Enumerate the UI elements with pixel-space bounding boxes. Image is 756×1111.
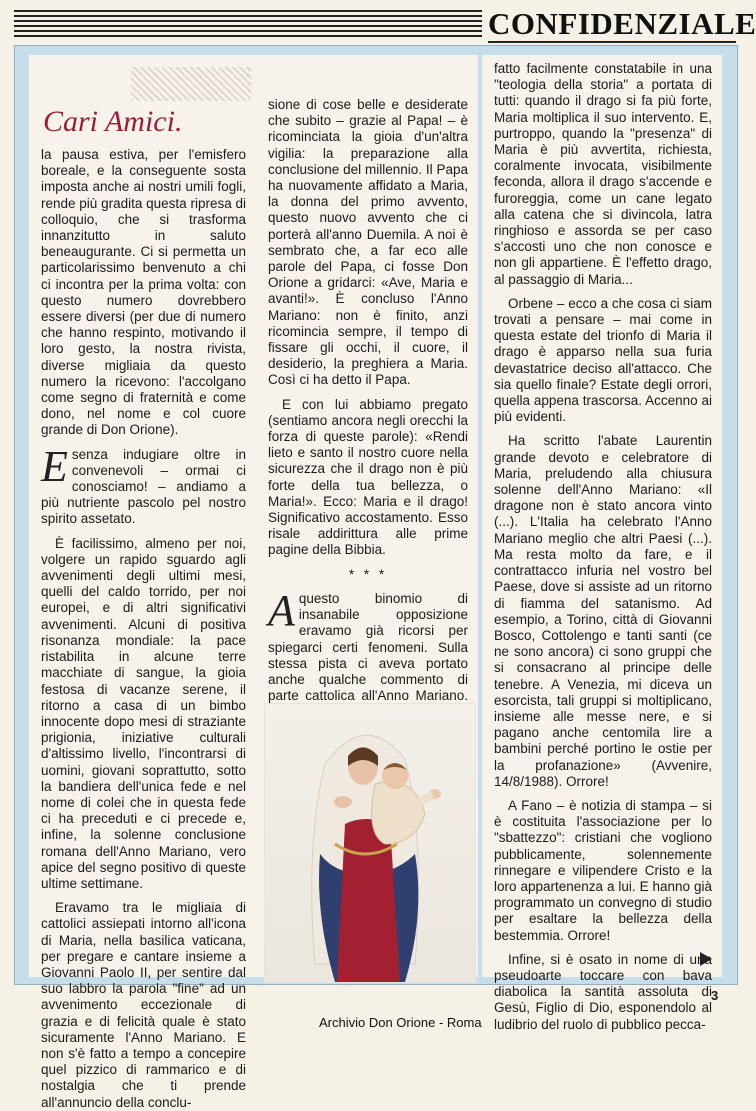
paragraph-dropcap [268,585,468,721]
paragraph-text: senza indugiare oltre in convenevoli – ormai ci conosciamo! – andiamo a più nutriente pascolo pel nostro spirito assetato. [41,446,246,527]
madonna-statue-photo [264,703,476,983]
page-number: 3 [711,988,719,1003]
paragraph: Ha scritto l'abate Laurentin grande devoto e celebratore di Maria, preludendo alla chiusura solenne dell'Anno Mariano: «Il dragone non è stato ancora vinto (...). L'Italia ha celebrato l'Anno Mariano meglio che altri Paesi (...). Ma resta molto da fare, e il contrattacco infuria nel vostro bel Paese, dove si assiste ad un ritorno di fiamma del satanismo. Ad esempio, a Torino, città di Giovanni Bosco, Cottolengo e tanti santi (ce ne sono ancora) ci sono gruppi che si consacrano al principe delle tenebre. A Venezia, mi diceva un esorcista, tali gruppi si moltiplicano, insieme alle messe nere, e si pagano anche centomila lire a bambini perché portino le ostie per la profanazione» (Avvenire, 14/8/1988). Orrore! [494,433,712,789]
paragraph: la pausa estiva, per l'emisfero boreale, e la conseguente sosta imposta anche ai nostri umili fogli, rende più gradita questa ripresa di colloquio, che si trasforma innanzitutto in saluto beneaugurante. Ci si permetta un particolarissimo benvenuto a chi ci incontra per la prima volta: con questo numero dovrebbero essere diversi (per due di numero che hanno respinto, motivando il loro gesto, la nostra rivista, diverse migliaia da questo numero la ricevono: l'accolgano come segno di fraternità e come dono, nel nome e col cuore grande di Don Orione). [41,147,246,438]
header-underline [488,41,736,43]
paragraph: A Fano – è notizia di stampa – si è costituita l'associazione per lo "sbattezzo": cristiani che vogliono pubblicamente, solennemente rinnegare e vilipendere Cristo e la loro appartenenza a lui. E hanno già programmato un convegno di studio per esaltare la bellezza della bestemmia. Orrore! [494,797,712,943]
text-column-1 [29,55,256,1110]
paragraph-text: questo binomio di insanabile opposizione eravamo già ricorsi per spiegarci certi fenomeni. Sulla stessa pista ci aveva portato anche qualche commento di parte cattolica all'Anno Mariano. [268,590,468,704]
greeting-heading: Cari Amici. [43,105,183,138]
drop-cap: A [268,585,295,635]
paragraph: fatto facilmente constatabile in una "teologia della storia" a portata di tutti: quando il drago si fa più forte, Maria moltiplica il suo intervento. E, purtroppo, quando la "presenza" di Maria è più avvertita, richiesta, coralmente invocata, visibilmente feconda, allora il drago s'accende e furoreggia, come un cane legato alla catena che si divincola, latra ringhioso e assorda se per caso s'accosti uno che non conosce e non gli appartiene. È l'effetto drago, al passaggio di Maria... [494,61,712,287]
paragraph-dropcap [41,441,246,528]
section-title: CONFIDENZIALE [488,6,756,41]
section-separator: * * * [348,566,388,582]
paragraph: È facilissimo, almeno per noi, volgere un rapido sguardo agli avvenimenti degli ultimi mesi, quelli del caldo torrido, per noi europei, e di altri significativi avvenimenti. Alcuni di positiva risonanza mondiale: la pace ristabilita in alcune terre macchiate di sangue, la gioia festosa di vacanze serene, il ritorno a casa di un bimbo innocente dopo mesi di straziante prigionia, iniziative culturali d'altissimo livello, l'incontrarsi di uomini, giovani soprattutto, sotto la bandiera dell'unica fede e nel nome di colei che in questa fede ci ha preceduti e ci precede e, infine, la solenne conclusione romana dell'Anno Mariano, vero apice del segno positivo di queste ultime settimane. [41,535,246,891]
ink-stamp-mark [131,67,251,101]
paragraph: Infine, si è osato in nome di una pseudoarte toccare con bava diabolica la santità assoluta di Gesù, Figlio di Dio, esponendolo al ludibrio del ruolo di pubblico pecca- [494,951,712,1032]
drop-cap: E [41,441,68,491]
paragraph: sione di cose belle e desiderate che subito – grazie al Papa! – è ricominciata la gioia d'un'altra vigilia: la preparazione alla conclusione del millennio. Il Papa ha nuovamente affidato a Maria, la donna del primo avvento, questo nuovo avvento che ci porterà all'anno Duemila. A noi è sembrato che, a far eco alle parole del Papa, ci fosse Don Orione a gridarci: «Ave, Maria e avanti!». È concluso l'Anno Mariano: non è finito, anzi ricomincia sempre, il tempo di fissare gli occhi, il cuore, il desiderio, la preghiera a Maria. Così ci ha detto il Papa. [268,97,468,388]
text-column-3 [482,55,722,1032]
header-rules [14,10,482,44]
continue-arrow-icon [700,952,712,966]
archive-watermark: Archivio Don Orione - Roma [319,1015,482,1030]
paragraph: Orbene – ecco a che cosa ci siam trovati a pensare – mai come in questa estate del trionfo di Maria il drago è apparso nella sua furia devastatrice deciso all'attacco. Che sia quello finale? Estate degli orrori, quella appena trascorsa. Accenno ai più evidenti. [494,295,712,425]
paragraph: Eravamo tra le migliaia di cattolici assiepati intorno all'icona di Maria, nella basilica vaticana, per pregare e cantare insieme a Giovanni Paolo II, per sentire dal suo labbro la parola "fine" ad un avvenimento eccezionale di grazia e di felicità quale è stato sicuramente l'Anno Mariano. E non s'è fatto a tempo a concepire quel pizzico di rammarico e di nostalgia che ti prende all'annuncio della conclu- [41,900,246,1110]
paragraph: E con lui abbiamo pregato (sentiamo ancora negli orecchi la forza di queste parole): «Rendi lieto e santo il nostro cuore nella sicurezza che il drago non è più forte della tua bellezza, o Maria!». Ecco: Maria e il drago! Significativo accostamento. Esso risale addirittura alle prime pagine della Bibbia. [268,396,468,558]
statue-illustration [265,704,477,984]
